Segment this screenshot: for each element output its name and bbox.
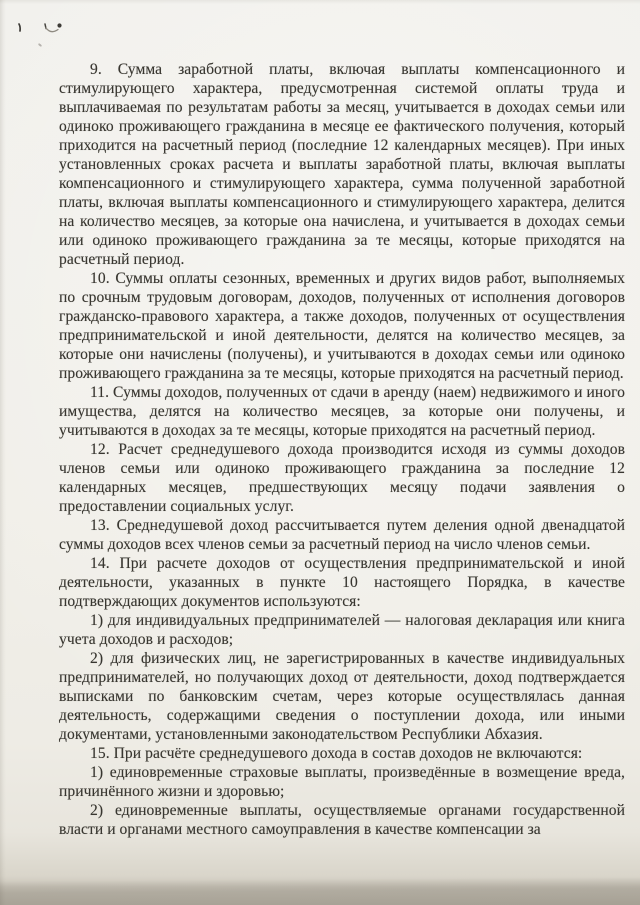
paragraph-15-subitem-2: 2) единовременные выплаты, осуществляемые органами государственной власти и органами местного самоуправления в качестве компенсации за: [59, 802, 625, 838]
paragraph-10: 10. Суммы оплаты сезонных, временных и других видов работ, выполняемых по срочным трудовым договорам, доходов, полученных от исполнения договоров гражданско-правового характера, а также доходов, полученных от осуществления предпринимательской и иной деятельности, делятся на количество месяцев, за которые они начислены (получены), и учитываются в доходах семьи или одиноко проживающего гражданина за те месяцы, которые приходятся на расчетный период.: [59, 270, 625, 382]
paragraph-13: 13. Среднедушевой доход рассчитывается путем деления одной двенадцатой суммы доходов всех членов семьи за расчетный период на число членов семьи.: [59, 517, 625, 553]
paragraph-14-subitem-2: 2) для физических лиц, не зарегистрированных в качестве индивидуальных предпринимателей, но получающих доход от деятельности, доход подтверждается выписками по банковским счетам, через которые осуществлялась данная деятельность, содержащими сведения о поступлении дохода, или иными документами, установленными законодательством Республики Абхазия.: [59, 650, 625, 743]
scan-edge-shadow-left: [0, 0, 6, 905]
document-text-block: [59, 60, 625, 839]
scan-shadow-bottom: [0, 877, 640, 905]
paragraph-12: 12. Расчет среднедушевого дохода производится исходя из суммы доходов членов семьи или одиноко проживающего гражданина за последние 12 календарных месяцев, предшествующих месяцу подачи заявления о предоставлении социальных услуг.: [59, 441, 625, 515]
paragraph-14: 14. При расчете доходов от осуществления предпринимательской и иной деятельности, указанных в пункте 10 настоящего Порядка, в качестве подтверждающих документов используются:: [59, 555, 625, 610]
paragraph-14-subitem-1: 1) для индивидуальных предпринимателей — налоговая декларация или книга учета доходов и расходов;: [59, 612, 625, 648]
paragraph-9: 9. Сумма заработной платы, включая выплаты компенсационного и стимулирующего характера, предусмотренная системой оплаты труда и выплачиваемая по результатам работы за месяц, учитывается в доходах семьи или одиноко проживающего гражданина в месяце ее фактического получения, который приходится на расчетный период (последние 12 календарных месяцев). При иных установленных сроках расчета и выплаты заработной платы, включая выплаты компенсационного и стимулирующего характера, сумма полученной заработной платы, включая выплаты компенсационного и стимулирующего характера, делится на количество месяцев, за которые она начислена, и учитывается в доходах семьи или одиноко проживающего гражданина за те месяцы, которые приходятся на расчетный период.: [59, 61, 625, 268]
scan-edge-shadow-top: [0, 0, 640, 4]
pen-scribble-marks: [12, 19, 72, 51]
paragraph-15-subitem-1: 1) единовременные страховые выплаты, произведённые в возмещение вреда, причинённого жизни и здоровью;: [59, 764, 625, 800]
paragraph-15: 15. При расчёте среднедушевого дохода в состав доходов не включаются:: [90, 745, 583, 762]
paragraph-11: 11. Суммы доходов, полученных от сдачи в аренду (наем) недвижимого и иного имущества, делятся на количество месяцев, за которые они получены, и учитываются в доходах за те месяцы, которые приходятся на расчетный период.: [59, 384, 625, 439]
